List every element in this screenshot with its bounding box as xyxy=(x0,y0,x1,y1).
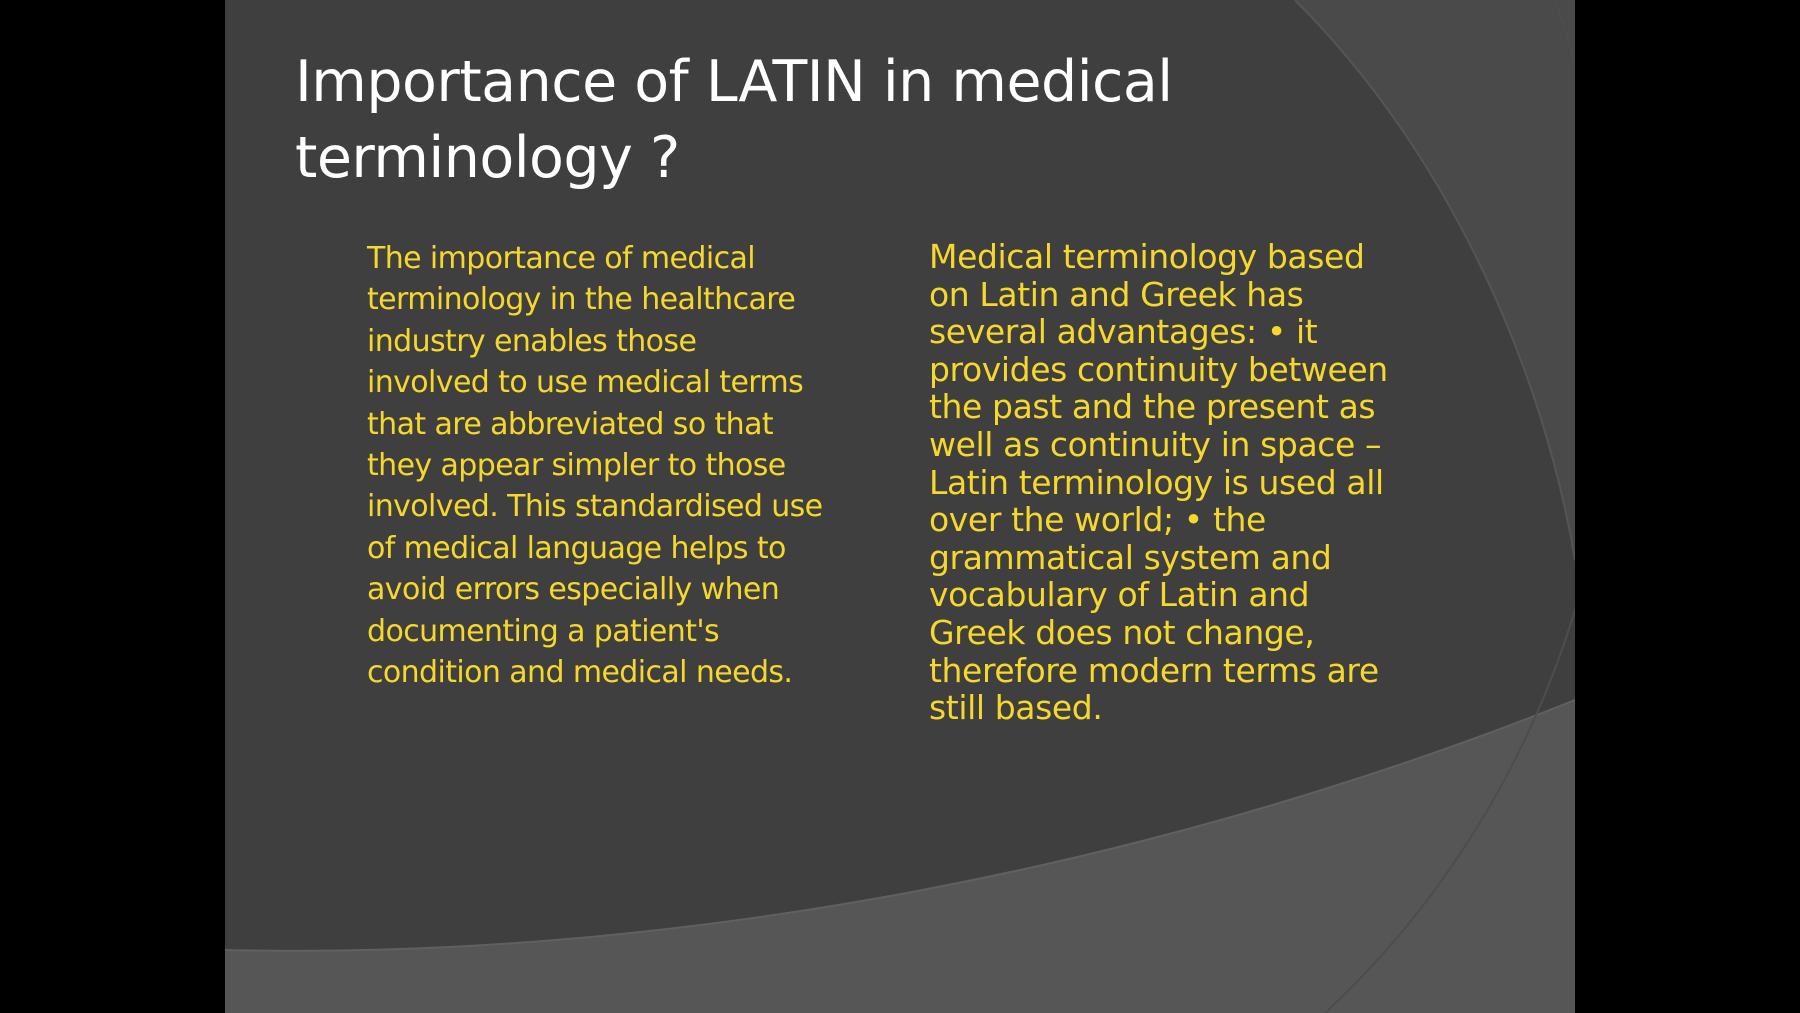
left-column-text: The importance of medical terminology in the healthcare industry enables those involved to use medical terms that are abbreviated so that they appear simpler to those involved. This standardised use of medical language helps to avoid errors especially when documenting a patient's condition and medical needs. xyxy=(367,241,823,691)
right-column-text: Medical terminology based on Latin and Greek has several advantages: • it provides continuity between the past and the present as well as continuity in space – Latin terminology is used all over the world; • the grammatical system and vocabulary of Latin and Greek does not change, therefore modern terms are still based. xyxy=(929,237,1388,728)
presentation-slide xyxy=(225,0,1575,1013)
slide-title: Importance of LATIN in medical terminology ? xyxy=(295,49,1173,191)
